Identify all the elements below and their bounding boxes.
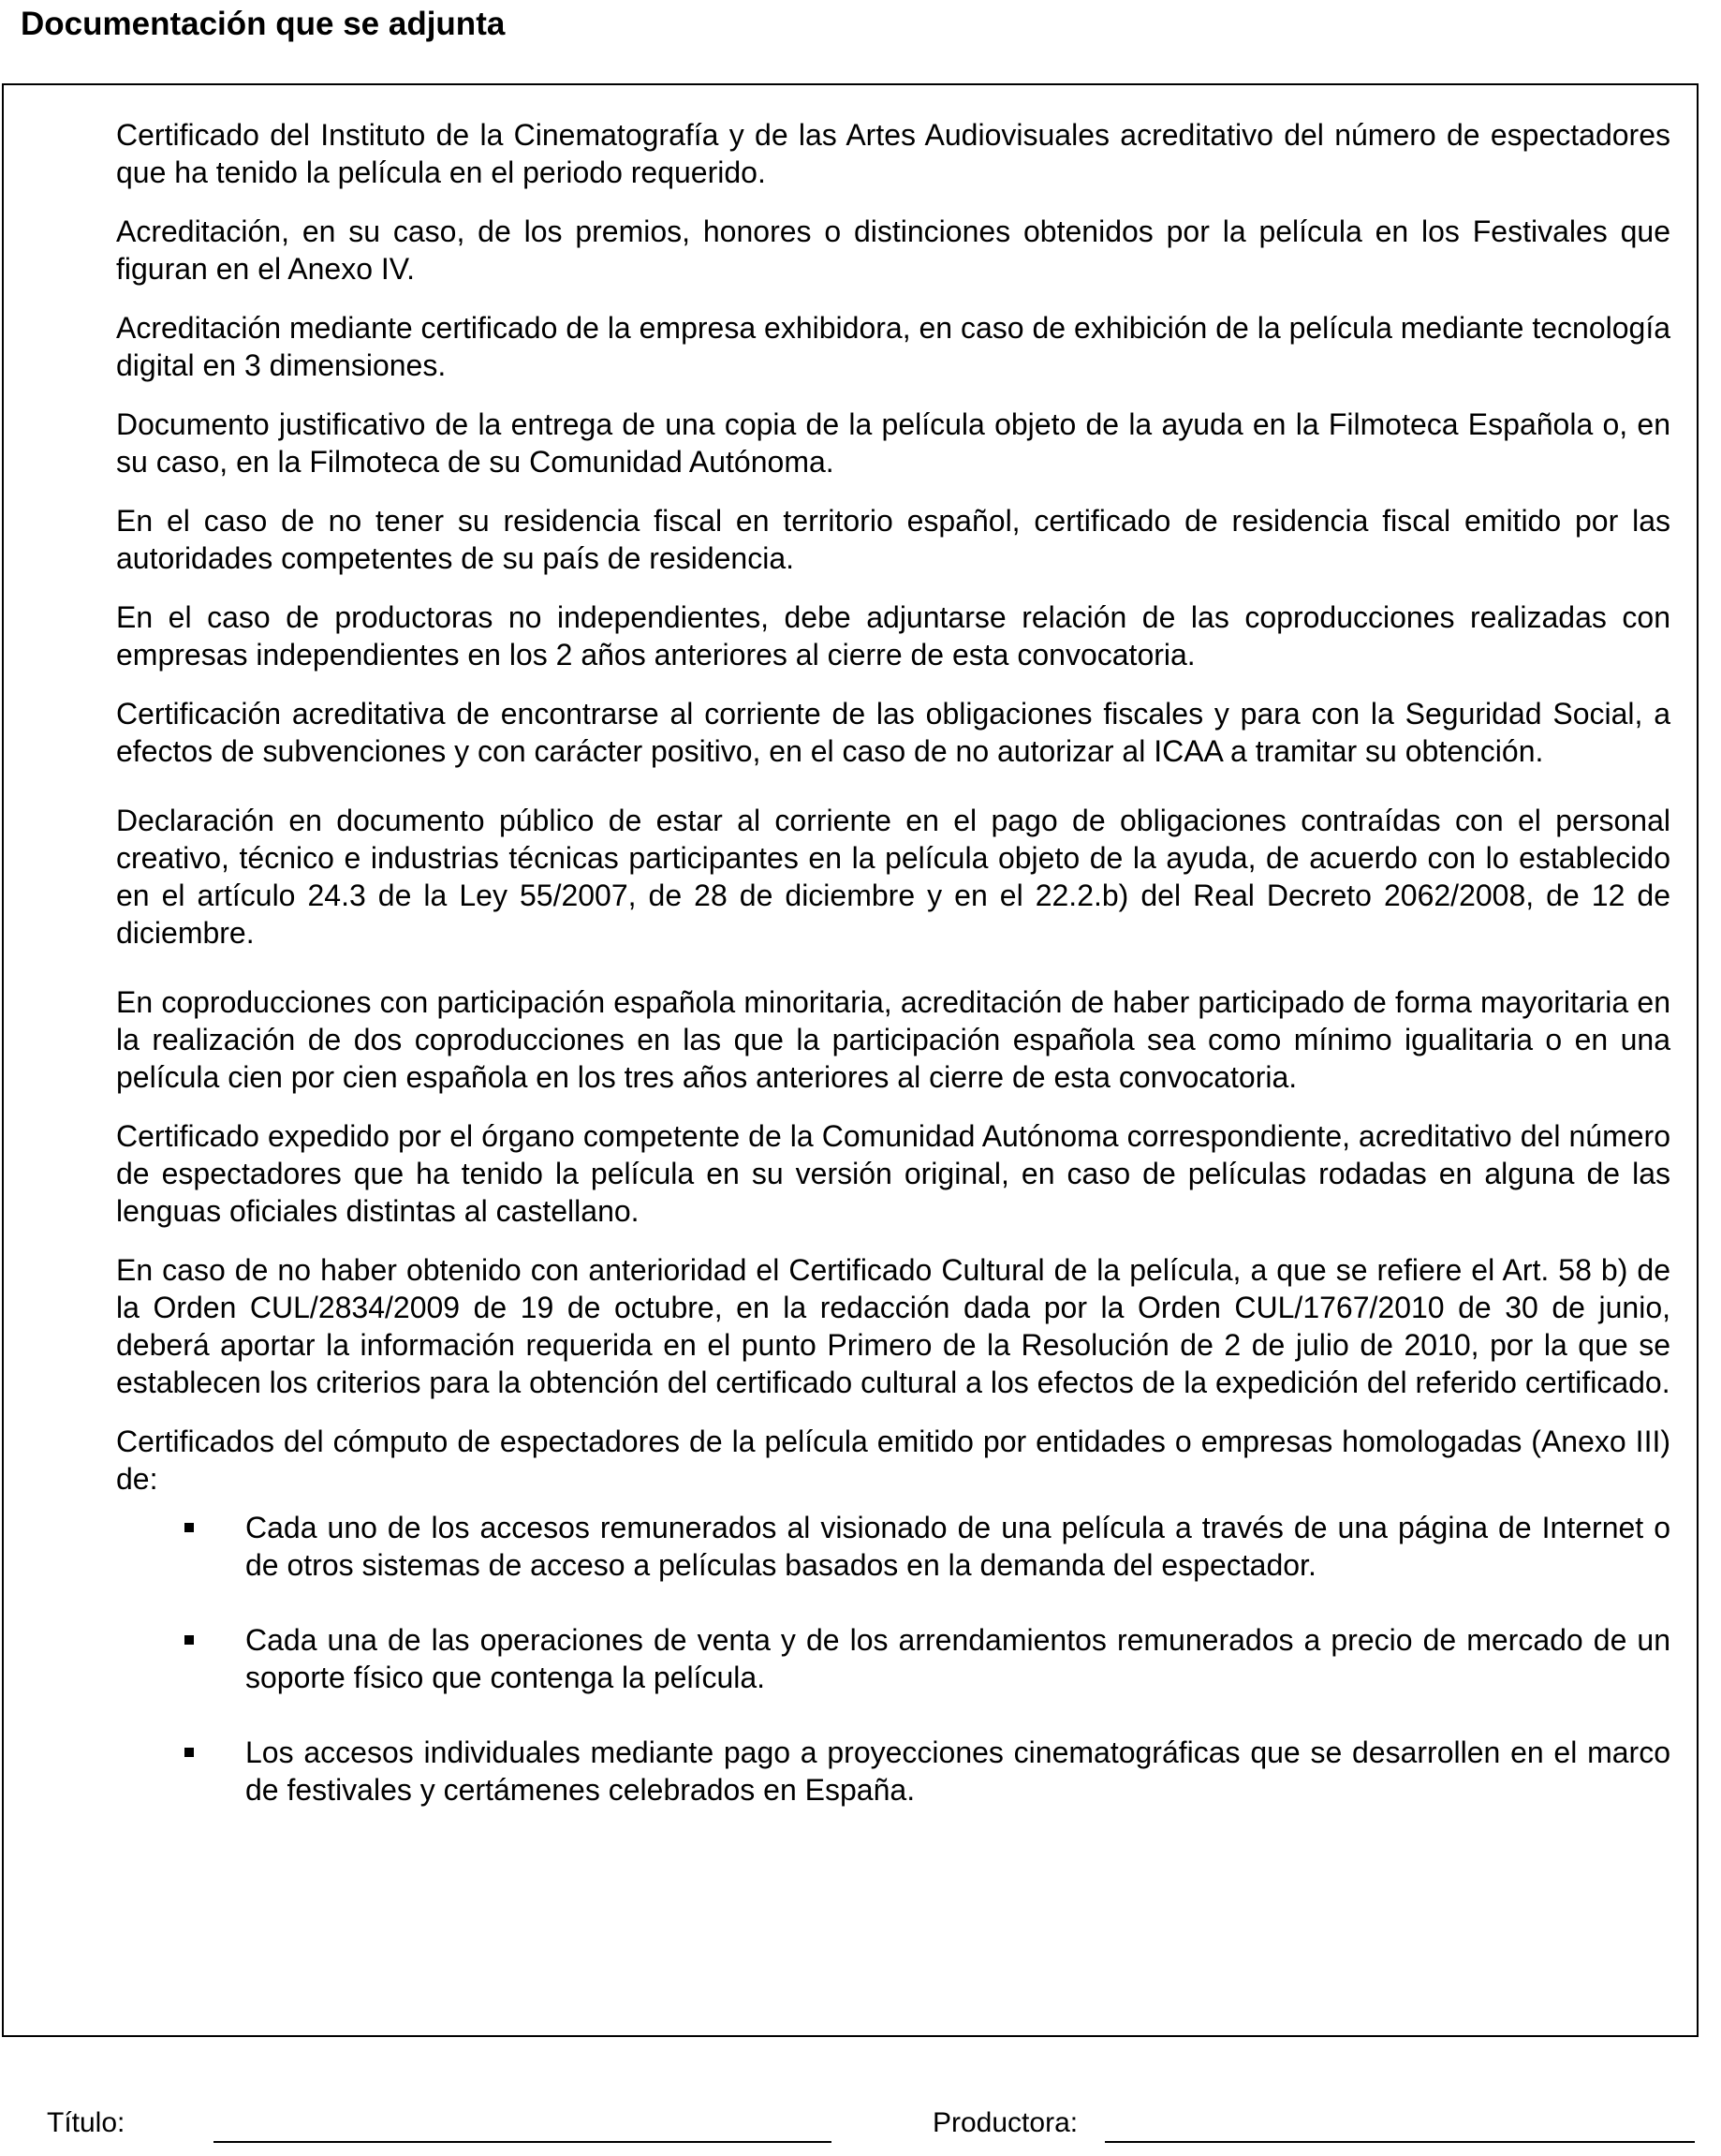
page-title: Documentación que se adjunta: [21, 6, 506, 42]
document-item-computo: [116, 1423, 1670, 1809]
sub-list-item: [116, 1509, 1670, 1584]
productora-label: Productora:: [933, 2107, 1079, 2138]
sub-list-item-text: Cada uno de los accesos remunerados al visionado de una película a través de una página de Internet o de otros sistemas de acceso a películas basados en la demanda del espectador.: [245, 1511, 1670, 1582]
sub-list-item: [116, 1621, 1670, 1696]
document-item: En el caso de no tener su residencia fiscal en territorio español, certificado de residencia fiscal emitido por las autoridades competentes de su país de residencia.: [116, 504, 1670, 575]
computo-sublist: [116, 1509, 1670, 1809]
document-item: Certificado expedido por el órgano competente de la Comunidad Autónoma correspondiente, acreditativo del número de espectadores que ha tenido la película en su versión original, en caso de películas rodadas en alguna de las lenguas oficiales distintas al castellano.: [116, 1119, 1670, 1228]
document-item: Acreditación, en su caso, de los premios, honores o distinciones obtenidos por la película en los Festivales que figuran en el Anexo IV.: [116, 214, 1670, 286]
square-bullet-icon: [184, 1635, 194, 1645]
document-item: Certificación acreditativa de encontrarse al corriente de las obligaciones fiscales y para con la Seguridad Social, a efectos de subvenciones y con carácter positivo, en el caso de no autorizar al ICAA a tramitar su obtención.: [116, 697, 1670, 768]
square-bullet-icon: [184, 1523, 194, 1532]
document-item-text: Certificados del cómputo de espectadores de la película emitido por entidades o empresas homologadas (Anexo III) de:: [116, 1425, 1670, 1496]
sub-list-item-text: Los accesos individuales mediante pago a proyecciones cinematográficas que se desarrollen en el marco de festivales y certámenes celebrados en España.: [245, 1735, 1670, 1807]
document-item: Acreditación mediante certificado de la empresa exhibidora, en caso de exhibición de la película mediante tecnología digital en 3 dimensiones.: [116, 311, 1670, 382]
sub-list-item-text: Cada una de las operaciones de venta y de los arrendamientos remunerados a precio de mercado de un soporte físico que contenga la película.: [245, 1623, 1670, 1694]
productora-field-line[interactable]: [1105, 2141, 1695, 2143]
document-item: En coproducciones con participación española minoritaria, acreditación de haber participado de forma mayoritaria en la realización de dos coproducciones en las que la participación española sea como mínimo igualitaria o en una película cien por cien española en los tres años anteriores al cierre de esta convocatoria.: [116, 985, 1670, 1094]
document-item: En el caso de productoras no independientes, debe adjuntarse relación de las coproducciones realizadas con empresas independientes en los 2 años anteriores al cierre de esta convocatoria.: [116, 600, 1670, 672]
square-bullet-icon: [184, 1748, 194, 1757]
documents-list: [116, 116, 1670, 1846]
titulo-field-line[interactable]: [213, 2141, 831, 2143]
titulo-label: Título:: [47, 2107, 125, 2138]
document-item: Declaración en documento público de estar al corriente en el pago de obligaciones contraídas con el personal creativo, técnico e industrias técnicas participantes en la película objeto de la ayuda, de acuerdo con lo establecido en el artículo 24.3 de la Ley 55/2007, de 28 de diciembre y en el 22.2.b) del Real Decreto 2062/2008, de 12 de diciembre.: [116, 804, 1670, 950]
document-item: En caso de no haber obtenido con anterioridad el Certificado Cultural de la película, a que se refiere el Art. 58 b) de la Orden CUL/2834/2009 de 19 de octubre, en la redacción dada por la Orden CUL/1767/2010 de 30 de junio, deberá aportar la información requerida en el punto Primero de la Resolución de 2 de julio de 2010, por la que se establecen los criterios para la obtención del certificado cultural a los efectos de la expedición del referido certificado.: [116, 1253, 1670, 1399]
sub-list-item: [116, 1734, 1670, 1809]
document-item: Certificado del Instituto de la Cinematografía y de las Artes Audiovisuales acreditativo del número de espectadores que ha tenido la película en el periodo requerido.: [116, 118, 1670, 189]
document-item: Documento justificativo de la entrega de una copia de la película objeto de la ayuda en la Filmoteca Española o, en su caso, en la Filmoteca de su Comunidad Autónoma.: [116, 407, 1670, 479]
